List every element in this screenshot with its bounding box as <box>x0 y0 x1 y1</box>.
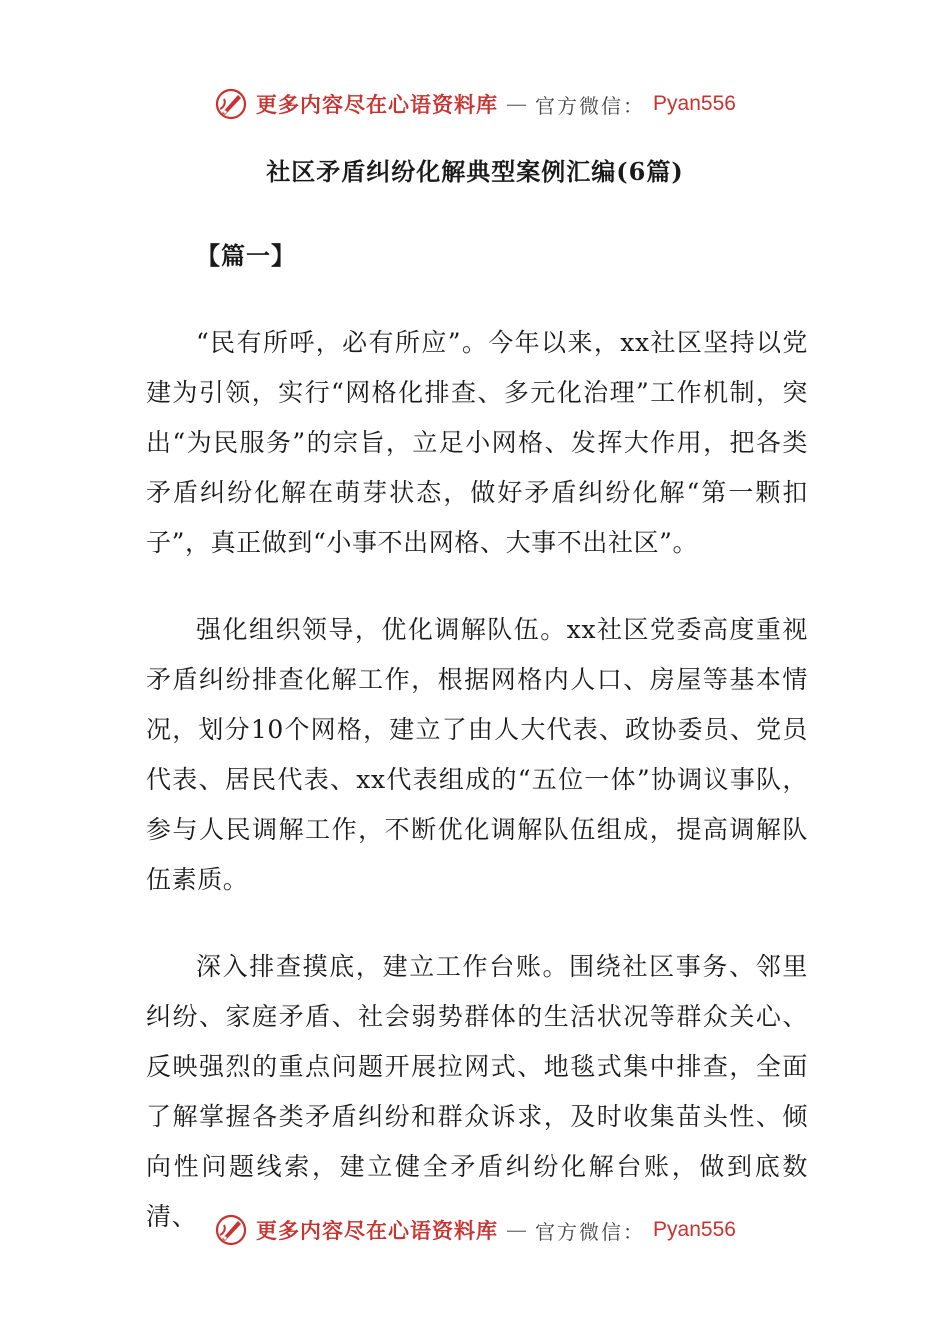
banner-wechat-label: 官方微信： <box>535 1219 646 1244</box>
body-paragraph: “民有所呼，必有所应”。今年以来，xx社区坚持以党建为引领，实行“网格化排查、多元化治理”工作机制，突出“为民服务”的宗旨，立足小网格、发挥大作用，把各类矛盾纠纷化解在萌芽状态，做好矛盾纠纷化解“第一颗扣子”，真正做到“小事不出网格、大事不出社区”。 <box>146 328 808 557</box>
document-body <box>146 318 808 1279</box>
header-banner <box>0 84 950 124</box>
quill-logo-icon <box>214 1213 248 1247</box>
section-heading: 【篇一】 <box>196 241 296 270</box>
banner-wechat-label: 官方微信： <box>535 93 646 118</box>
footer-banner <box>0 1210 950 1250</box>
banner-brand-text: 更多内容尽在心语资料库 <box>256 92 499 117</box>
body-paragraph: 强化组织领导，优化调解队伍。xx社区党委高度重视矛盾纠纷排查化解工作，根据网格内人口、房屋等基本情况，划分10个网格，建立了由人大代表、政协委员、党员代表、居民代表、xx代表组成的“五位一体”协调议事队，参与人民调解工作，不断优化调解队伍组成，提高调解队伍素质。 <box>146 615 808 894</box>
document-title: 社区矛盾纠纷化解典型案例汇编(6篇) <box>266 157 684 186</box>
quill-logo-icon <box>214 87 248 121</box>
banner-separator: — <box>506 1218 528 1242</box>
banner-wechat-id: Pyan556 <box>653 92 736 115</box>
banner-separator: — <box>506 92 528 116</box>
body-paragraph: 深入排查摸底，建立工作台账。围绕社区事务、邻里纠纷、家庭矛盾、社会弱势群体的生活状况等群众关心、反映强烈的重点问题开展拉网式、地毯式集中排查，全面了解掌握各类矛盾纠纷和群众诉求，及时收集苗头性、倾向性问题线索，建立健全矛盾纠纷化解台账，做到底数清、 <box>146 952 808 1231</box>
banner-brand-text: 更多内容尽在心语资料库 <box>256 1218 499 1243</box>
banner-wechat-id: Pyan556 <box>653 1218 736 1241</box>
